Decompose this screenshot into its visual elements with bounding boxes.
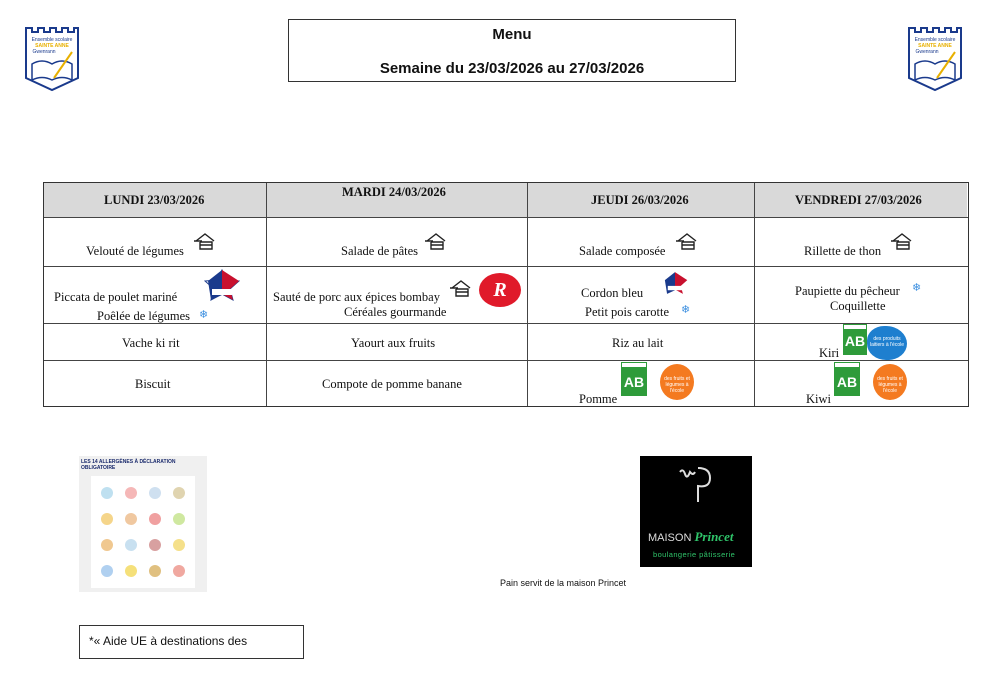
entree-lundi: Velouté de légumes — [86, 244, 184, 258]
organic-ab-icon: AB — [835, 363, 859, 395]
allergens-grid — [91, 476, 195, 588]
plat-jeudi: Cordon bleu — [581, 286, 644, 300]
label-rouge-icon: R — [479, 273, 521, 307]
laitage-lundi: Vache ki rit — [122, 336, 180, 350]
school-logo-right — [907, 26, 963, 92]
homemade-icon — [194, 232, 216, 250]
volaille-francaise-icon — [662, 271, 688, 295]
princet-monogram-icon — [676, 464, 716, 504]
laitage-vendredi: Kiri — [819, 346, 840, 360]
fruits-ecole-icon: des fruits et légumes à l'école — [873, 364, 907, 400]
allergens-poster — [79, 456, 207, 592]
menu-table — [43, 182, 969, 407]
dessert-vendredi: Kiwi — [806, 392, 831, 406]
day-header-lundi: LUNDI 23/03/2026 — [104, 193, 205, 207]
bread-caption: Pain servit de la maison Princet — [500, 578, 627, 588]
plat-lundi: Piccata de poulet mariné — [54, 290, 178, 304]
volaille-francaise-icon — [204, 269, 240, 301]
allergens-title: LES 14 ALLERGÈNES À DÉCLARATION OBLIGATOIRE — [81, 459, 176, 471]
fruits-ecole-icon: des fruits et légumes à l'école — [660, 364, 694, 400]
svg-text:Ensemble scolaire: Ensemble scolaire — [31, 37, 73, 43]
accomp-mardi: Céréales gourmande — [344, 305, 447, 319]
svg-text:SAINTE ANNE: SAINTE ANNE — [918, 43, 952, 49]
menu-title: Menu — [492, 26, 532, 43]
laitage-mardi: Yaourt aux fruits — [351, 336, 436, 350]
svg-text:SAINTE ANNE: SAINTE ANNE — [35, 43, 69, 49]
frozen-icon: ❄ — [681, 304, 691, 316]
entree-jeudi: Salade composée — [579, 244, 666, 258]
entree-vendredi: Rillette de thon — [804, 244, 882, 258]
maison-princet-logo — [640, 456, 752, 567]
svg-text:Gwenrann: Gwenrann — [32, 49, 56, 55]
day-header-vendredi: VENDREDI 27/03/2026 — [795, 193, 922, 207]
entree-mardi: Salade de pâtes — [341, 244, 419, 258]
accomp-vendredi: Coquillette — [830, 299, 886, 313]
princet-tagline: boulangerie pâtisserie — [653, 550, 736, 559]
frozen-icon: ❄ — [199, 309, 209, 321]
homemade-icon — [425, 232, 447, 250]
week-subtitle: Semaine du 23/03/2026 au 27/03/2026 — [379, 60, 645, 77]
organic-ab-icon: AB — [844, 325, 866, 354]
frozen-icon: ❄ — [912, 282, 922, 294]
homemade-icon — [450, 279, 472, 297]
plat-vendredi: Paupiette du pêcheur — [795, 284, 900, 298]
princet-brand: MAISON — [648, 532, 692, 544]
homemade-icon — [676, 232, 698, 250]
dessert-jeudi: Pomme — [579, 392, 618, 406]
princet-brand-script: Princet — [694, 529, 734, 544]
svg-text:Ensemble scolaire: Ensemble scolaire — [914, 37, 956, 43]
day-header-mardi: MARDI 24/03/2026 — [342, 185, 446, 199]
eu-aid-note: *« Aide UE à destinations des — [79, 625, 304, 659]
svg-text:Gwenrann: Gwenrann — [915, 49, 939, 55]
homemade-icon — [891, 232, 913, 250]
dessert-lundi: Biscuit — [135, 377, 171, 391]
organic-ab-icon: AB — [622, 363, 646, 395]
accomp-lundi: Poêlée de légumes — [97, 309, 191, 323]
title-box — [288, 19, 736, 82]
laitage-jeudi: Riz au lait — [612, 336, 664, 350]
day-header-jeudi: JEUDI 26/03/2026 — [591, 193, 689, 207]
dessert-mardi: Compote de pomme banane — [322, 377, 462, 391]
plat-mardi: Sauté de porc aux épices bombay — [273, 290, 440, 304]
accomp-jeudi: Petit pois carotte — [585, 305, 670, 319]
produits-laitiers-ecole-icon: des produits laitiers à l'école — [867, 326, 907, 360]
school-logo-left — [24, 26, 80, 92]
